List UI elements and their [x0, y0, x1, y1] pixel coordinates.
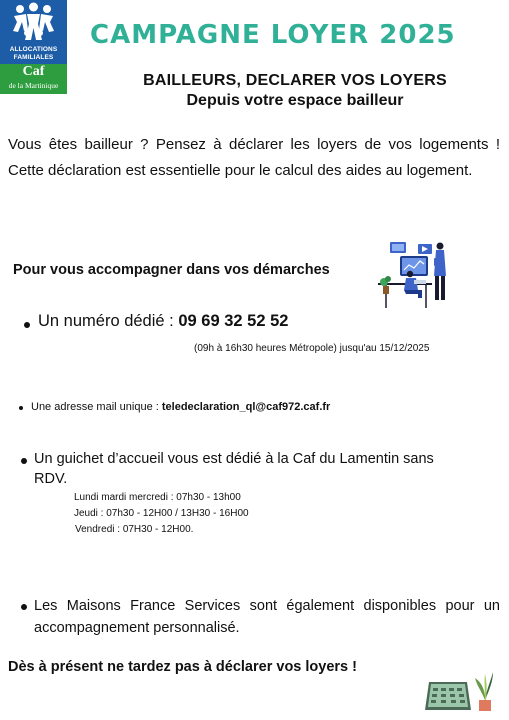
logo-line-familiales: FAMILIALES [13, 54, 54, 61]
schedule-line-3: Vendredi : 07H30 - 12H00. [75, 524, 194, 535]
bullet-maisons [21, 604, 27, 610]
page-title: CAMPAGNE LOYER 2025 [90, 20, 456, 50]
phone-label: Un numéro dédié : [38, 312, 179, 330]
mail-line [31, 401, 330, 413]
schedule-line-2: Jeudi : 07h30 - 12H00 / 13H30 - 16H00 [74, 508, 249, 519]
bullet-guichet [21, 458, 27, 464]
family-icon [0, 0, 67, 46]
logo-brand: Caf [22, 64, 45, 79]
calendar-plant-icon [423, 668, 495, 712]
closing-message: Dès à présent ne tardez pas à déclarer vos loyers ! [8, 659, 357, 675]
maisons-text: Les Maisons France Services sont également disponibles pour un accompagnement personnalisé. [34, 598, 500, 636]
accompagnement-heading: Pour vous accompagner dans vos démarches [13, 262, 330, 278]
logo-blue-panel [0, 0, 67, 64]
subtitle-declarer: BAILLEURS, DECLARER VOS LOYERS [143, 72, 447, 89]
caf-logo [0, 0, 67, 94]
schedule-line-1: Lundi mardi mercredi : 07h30 - 13h00 [74, 492, 241, 503]
mail-address: teledeclaration_ql@caf972.caf.fr [161, 401, 331, 413]
intro-paragraph: Vous êtes bailleur ? Pensez à déclarer les loyers de vos logements ! Cette déclaration est essentielle pour le calcul des aides au logement. [8, 136, 500, 179]
logo-region: de la Martinique [8, 81, 59, 90]
guichet-text: Un guichet d’accueil vous est dédié à la Caf du Lamentin sans RDV. [34, 451, 434, 487]
mail-label: Une adresse mail unique : [31, 401, 162, 413]
phone-line [38, 312, 288, 331]
phone-hours: (09h à 16h30 heures Métropole) jusqu'au 15/12/2025 [194, 343, 430, 354]
logo-line-allocations: ALLOCATIONS [9, 46, 58, 53]
bullet-mail [19, 406, 23, 410]
subtitle-espace: Depuis votre espace bailleur [186, 92, 404, 109]
bullet-phone [24, 322, 30, 328]
phone-number: 09 69 32 52 52 [178, 312, 289, 330]
workspace-illustration-icon [378, 238, 464, 310]
